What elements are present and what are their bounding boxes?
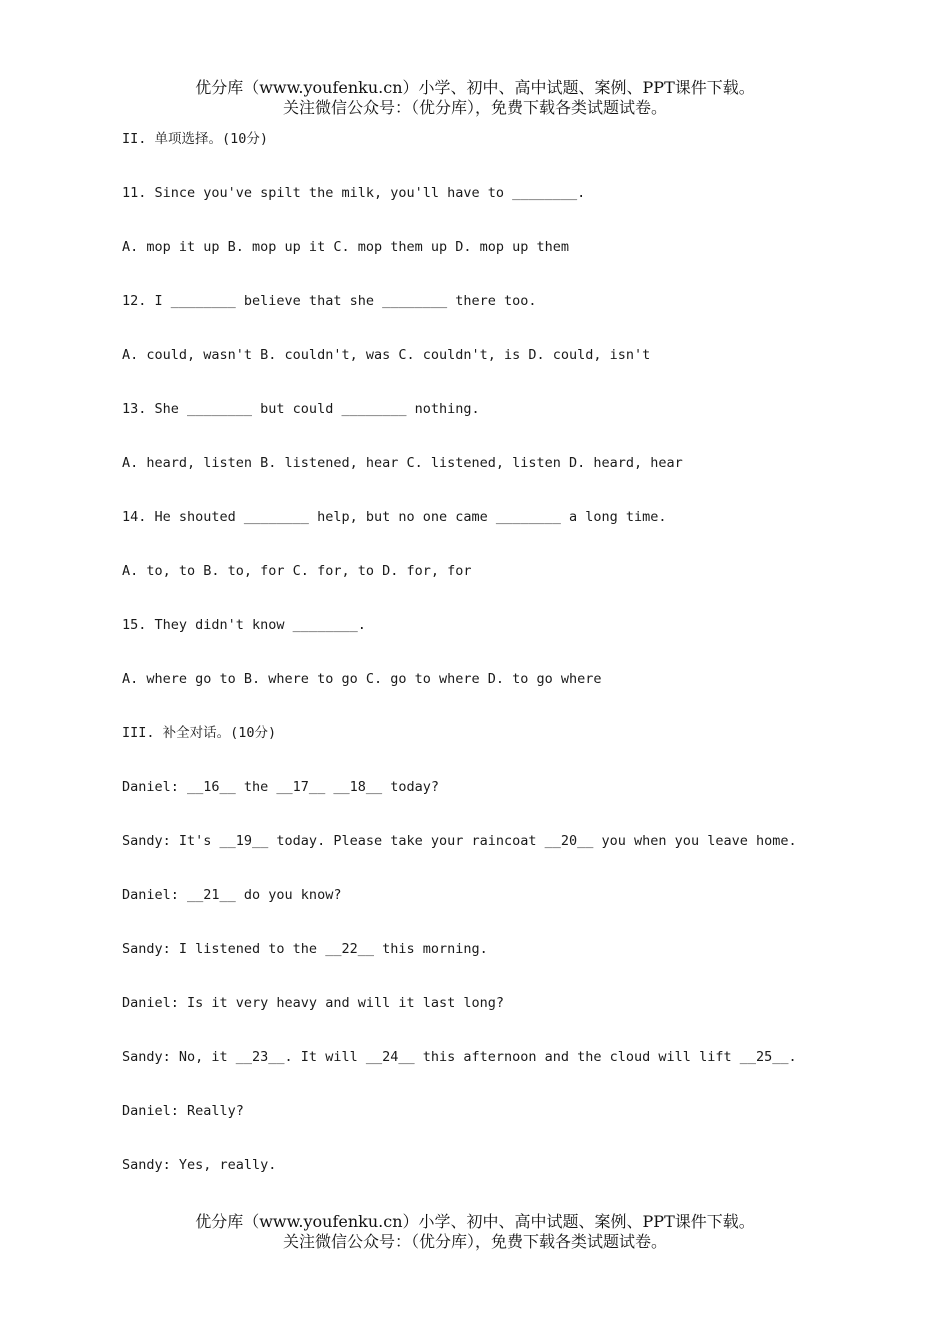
dialogue-line: Daniel: __16__ the __17__ __18__ today?	[122, 779, 439, 795]
footer-line-1: 优分库（www.youfenku.cn）小学、初中、高中试题、案例、PPT课件下载。	[195, 1212, 755, 1231]
dialogue-line: Sandy: Yes, really.	[122, 1157, 277, 1173]
dialogue-line: Daniel: Is it very heavy and will it last long?	[122, 995, 505, 1011]
dialogue-line: Sandy: It's __19__ today. Please take your raincoat __20__ you when you leave home.	[122, 833, 797, 849]
question-11-options: A. mop it up B. mop up it C. mop them up D. mop up them	[122, 239, 570, 255]
question-13-stem: 13. She ________ but could ________ nothing.	[122, 401, 480, 417]
question-12-options: A. could, wasn't B. couldn't, was C. couldn't, is D. could, isn't	[122, 347, 651, 363]
section-2-title: II. 单项选择。(10分)	[122, 131, 269, 147]
footer-banner	[0, 1212, 950, 1252]
footer-line-2: 关注微信公众号：（优分库），免费下载各类试题试卷。	[282, 1232, 667, 1251]
dialogue-line: Daniel: Really?	[122, 1103, 244, 1119]
dialogue-line: Sandy: No, it __23__. It will __24__ this afternoon and the cloud will lift __25__.	[122, 1049, 797, 1065]
question-15-stem: 15. They didn't know ________.	[122, 617, 366, 633]
question-11-stem: 11. Since you've spilt the milk, you'll have to ________.	[122, 185, 586, 201]
document-body	[122, 126, 922, 1206]
dialogue-line: Daniel: __21__ do you know?	[122, 887, 342, 903]
question-12-stem: 12. I ________ believe that she ________ there too.	[122, 293, 537, 309]
header-line-2: 关注微信公众号：（优分库），免费下载各类试题试卷。	[282, 98, 667, 117]
question-14-stem: 14. He shouted ________ help, but no one came ________ a long time.	[122, 509, 667, 525]
question-14-options: A. to, to B. to, for C. for, to D. for, for	[122, 563, 472, 579]
question-13-options: A. heard, listen B. listened, hear C. listened, listen D. heard, hear	[122, 455, 683, 471]
header-banner	[0, 78, 950, 118]
question-15-options: A. where go to B. where to go C. go to where D. to go where	[122, 671, 602, 687]
header-line-1: 优分库（www.youfenku.cn）小学、初中、高中试题、案例、PPT课件下载。	[195, 78, 755, 97]
dialogue-line: Sandy: I listened to the __22__ this morning.	[122, 941, 488, 957]
section-3-title: III. 补全对话。(10分)	[122, 725, 277, 741]
